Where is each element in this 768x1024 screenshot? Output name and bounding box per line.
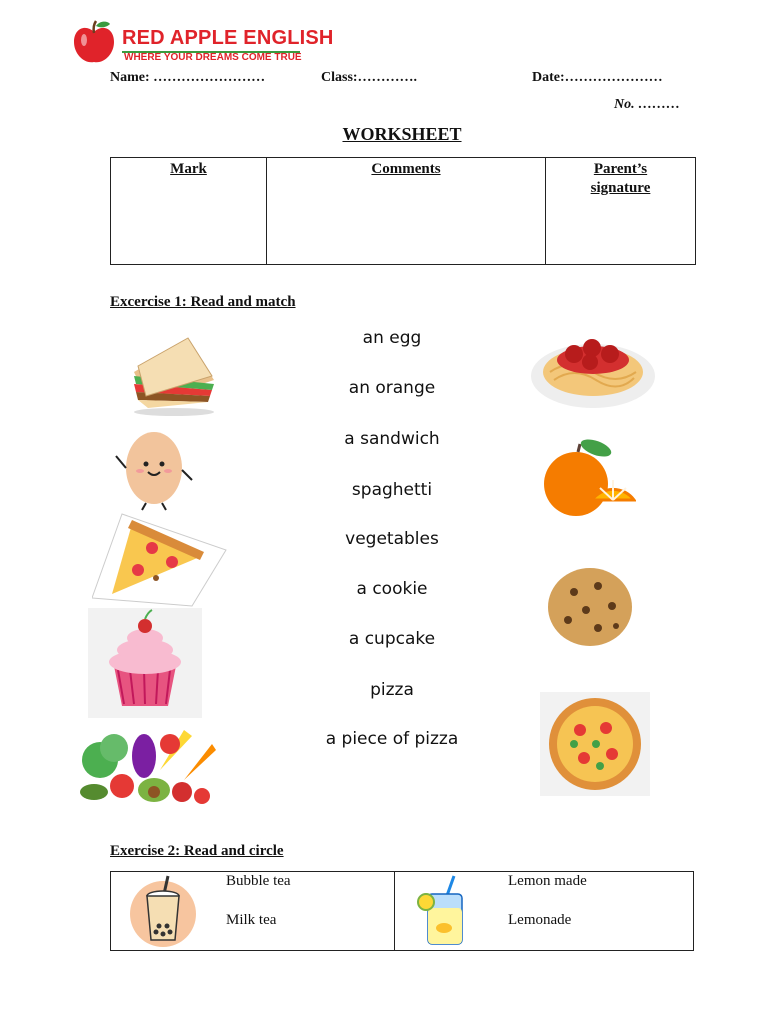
name-field[interactable]: Name: …………………… [110,70,266,85]
exercise2-title: Exercise 2: Read and circle [110,843,284,859]
cookie-image[interactable] [546,566,634,648]
option-lemonade[interactable]: Lemonade [508,912,572,928]
logo-title: RED APPLE ENGLISH [122,27,334,49]
pizza-image[interactable] [540,692,650,796]
date-field[interactable]: Date:………………… [532,70,663,85]
logo-subtitle: WHERE YOUR DREAMS COME TRUE [124,52,302,63]
page-title: WORKSHEET [342,124,462,144]
cupcake-image[interactable] [88,608,202,718]
bubble-tea-image[interactable] [128,874,198,948]
word-sandwich: a sandwich [344,429,440,449]
exercise1-title: Excercise 1: Read and match [110,294,296,310]
word-pizza: pizza [370,680,414,700]
spaghetti-image[interactable] [530,328,656,410]
exercise2-divider [394,871,395,951]
word-piece-of-pizza: a piece of pizza [325,729,459,749]
vegetables-image[interactable] [74,720,222,810]
option-milk-tea[interactable]: Milk tea [226,912,277,928]
lemonade-image[interactable] [414,874,474,948]
word-spaghetti: spaghetti [351,480,433,500]
comments-header: Comments [267,158,546,265]
egg-image[interactable] [112,426,198,512]
word-vegetables: vegetables [345,529,439,549]
number-field[interactable]: No. ……… [614,97,681,112]
word-orange: an orange [348,378,436,398]
pizza-slice-image[interactable] [92,512,228,608]
apple-logo-icon [72,20,116,66]
grading-table [110,157,696,265]
signature-header: Parent’s signature [546,158,696,265]
sandwich-image[interactable] [128,336,218,418]
word-cookie: a cookie [356,579,428,599]
word-egg: an egg [362,328,422,348]
option-bubble-tea[interactable]: Bubble tea [226,873,291,889]
orange-image[interactable] [540,438,636,524]
option-lemon-made[interactable]: Lemon made [508,873,587,889]
word-cupcake: a cupcake [348,629,436,649]
mark-header: Mark [111,158,267,265]
class-field[interactable]: Class:…………. [321,70,418,85]
